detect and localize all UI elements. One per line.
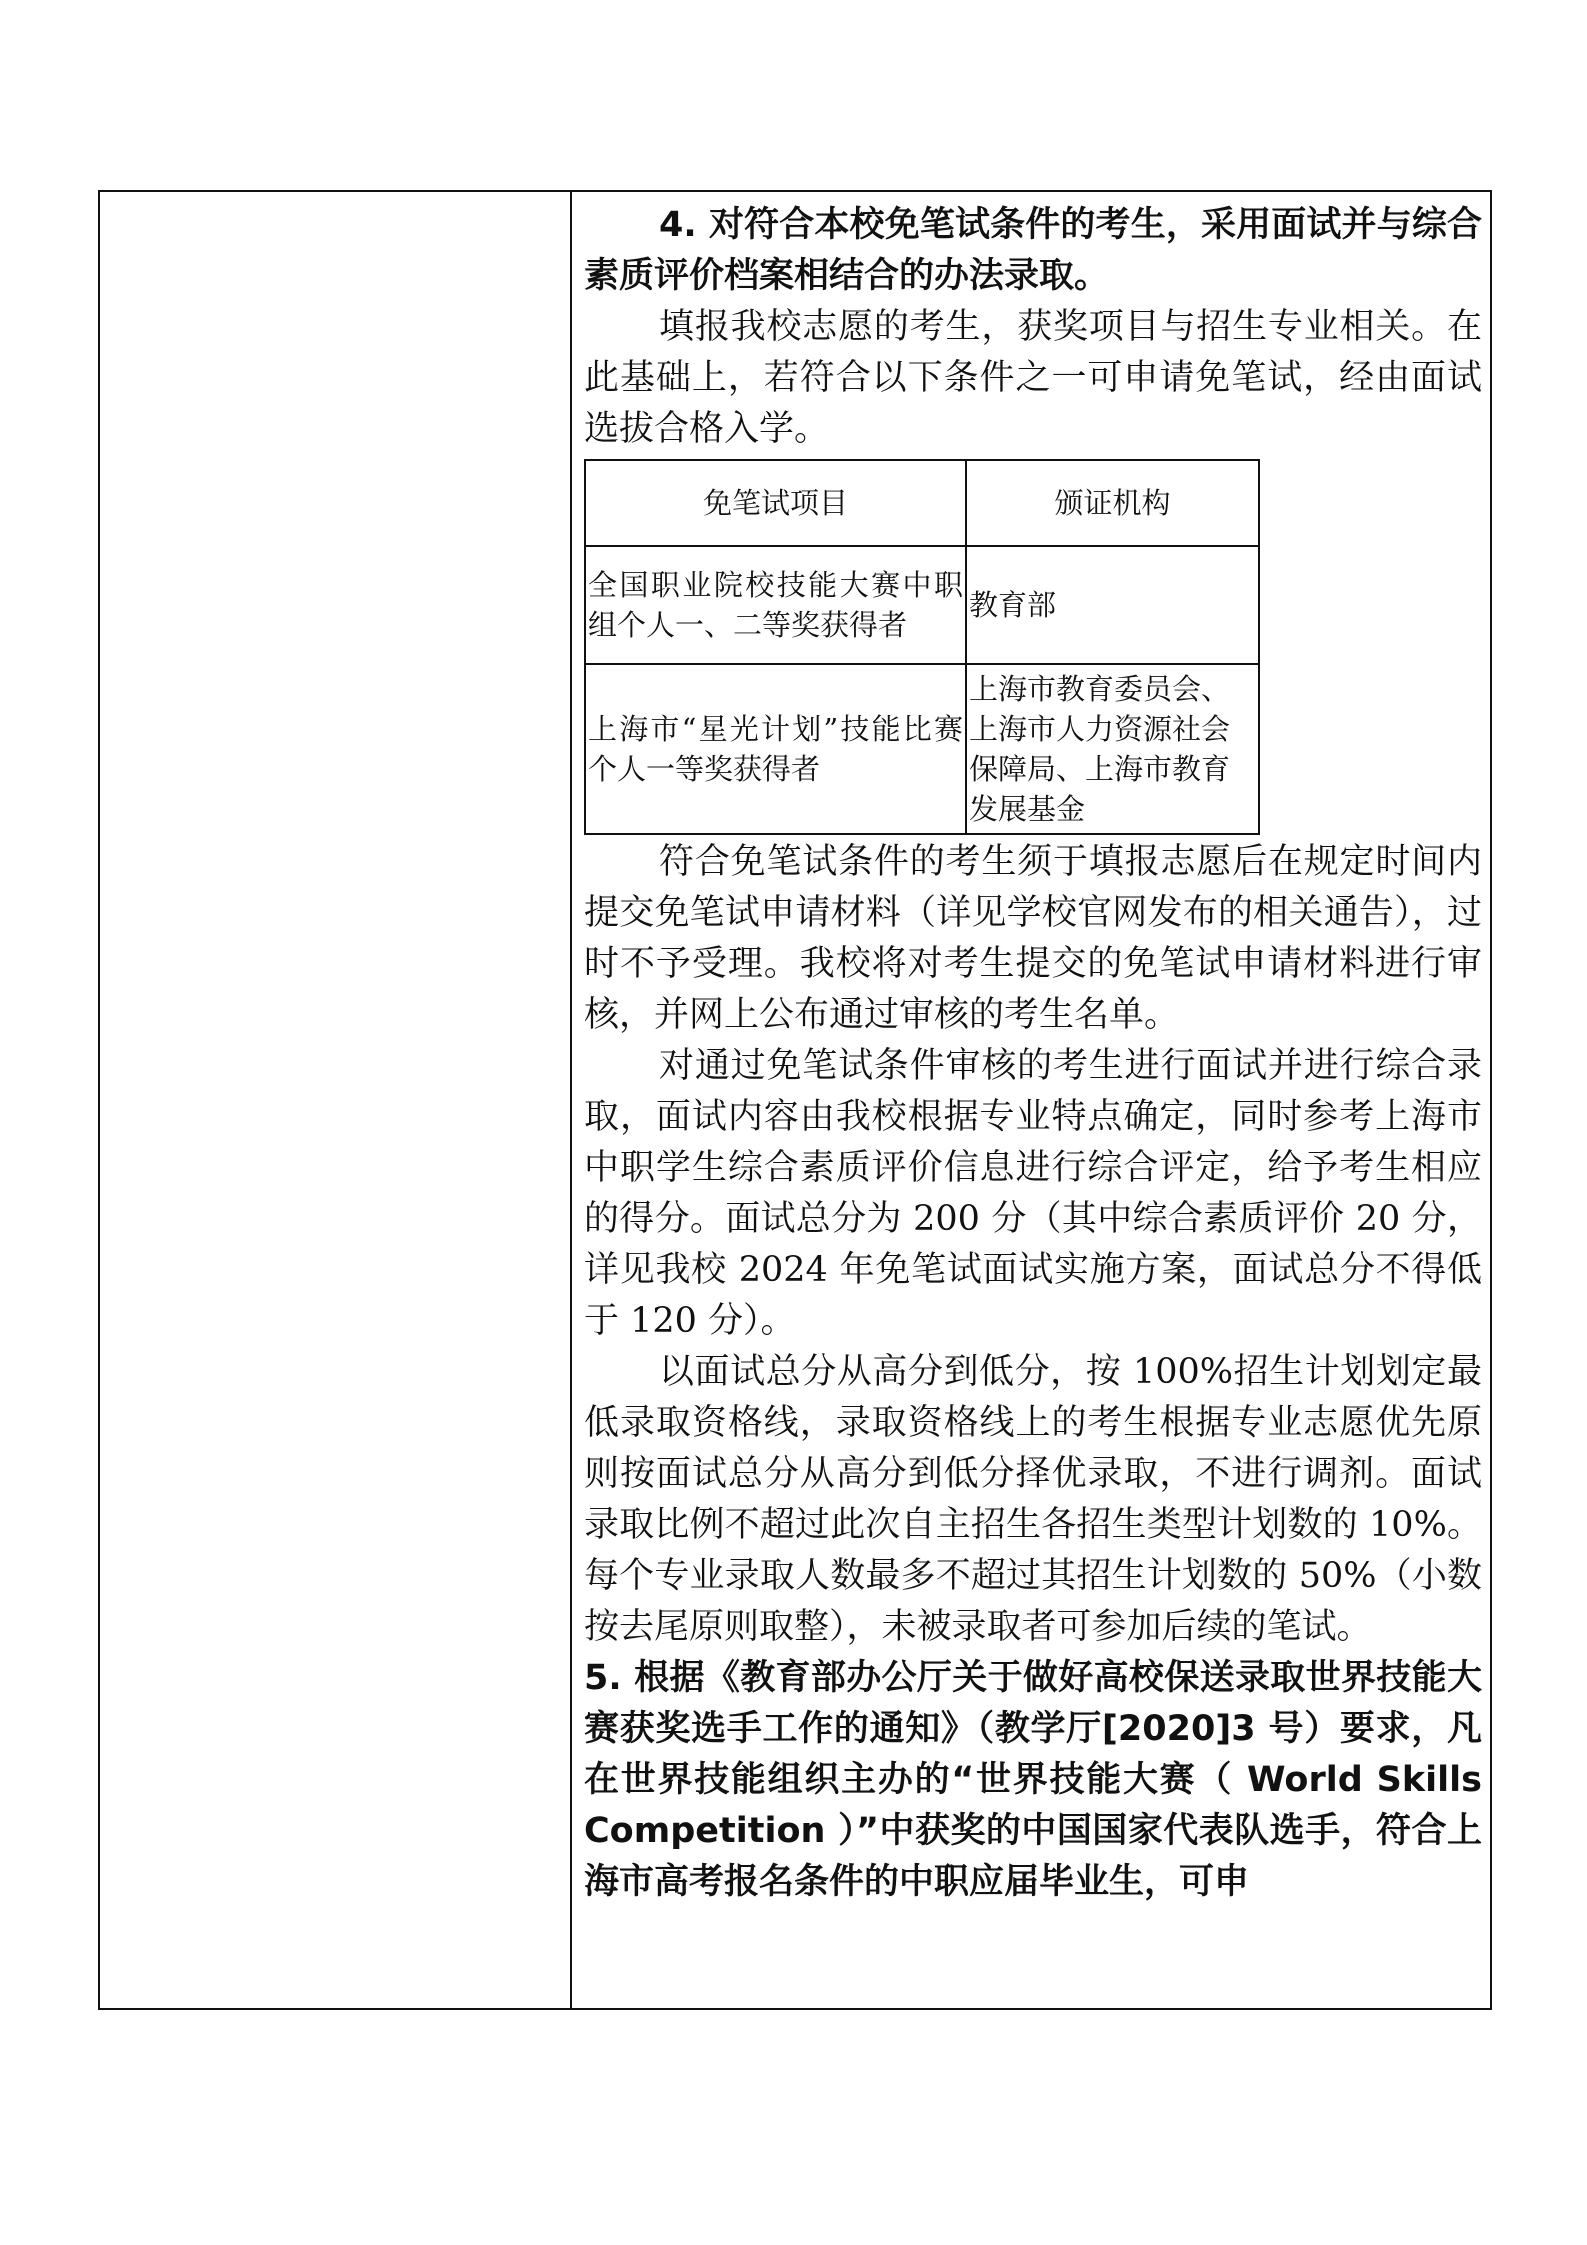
row-org: 教育部 (966, 546, 1259, 664)
table-row (585, 664, 1259, 834)
paragraph-admission: 以面试总分从高分到低分，按 100%招生计划划定最低录取资格线，录取资格线上的考生根据专业志愿优先原则按面试总分从高分到低分择优录取，不进行调剂。面试录取比例不超过此次自主招生各招生类型计划数的 10%。每个专业录取人数最多不超过其招生计划数的 50%（小数按去尾原则取整），未被录取者可参加后续的笔试。 (584, 1352, 1482, 1647)
header-org: 颁证机构 (966, 460, 1259, 546)
header-item: 免笔试项目 (585, 460, 966, 546)
section4-heading: 4. 对符合本校免笔试条件的考生，采用面试并与综合素质评价档案相结合的办法录取。 (584, 205, 1482, 296)
row-item: 上海市“星光计划”技能比赛个人一等奖获得者 (585, 664, 966, 834)
paragraph-interview: 对通过免笔试条件审核的考生进行面试并进行综合录取，面试内容由我校根据专业特点确定，同时参考上海市中职学生综合素质评价信息进行综合评定，给予考生相应的得分。面试总分为 200 分（其中综合素质评价 20 分，详见我校 2024 年免笔试面试实施方案，面试总分不得低于 120 分）。 (584, 1046, 1482, 1341)
paragraph-application: 符合免笔试条件的考生须于填报志愿后在规定时间内提交免笔试申请材料（详见学校官网发布的相关通告），过时不予受理。我校将对考生提交的免笔试申请材料进行审核，并网上公布通过审核的考生名单。 (584, 842, 1482, 1035)
table-row (585, 546, 1259, 664)
exemption-table-header (585, 460, 1259, 546)
content-cell (584, 200, 1482, 1908)
column-divider (570, 192, 572, 2008)
exemption-table (584, 459, 1260, 835)
section4-intro: 填报我校志愿的考生，获奖项目与招生专业相关。在此基础上，若符合以下条件之一可申请免笔试，经由面试选拔合格入学。 (584, 307, 1482, 449)
row-item: 全国职业院校技能大赛中职组个人一、二等奖获得者 (585, 546, 966, 664)
main-table (98, 190, 1492, 2010)
row-org: 上海市教育委员会、上海市人力资源社会保障局、上海市教育发展基金 (966, 664, 1259, 834)
section5-text: 5. 根据《教育部办公厅关于做好高校保送录取世界技能大赛获奖选手工作的通知》（教学厅[2020]3 号）要求，凡在世界技能组织主办的“世界技能大赛（ World Skills Competition ）”中获奖的中国国家代表队选手，符合上海市高考报名条件的中职应届毕业生，可申 (584, 1658, 1482, 1902)
